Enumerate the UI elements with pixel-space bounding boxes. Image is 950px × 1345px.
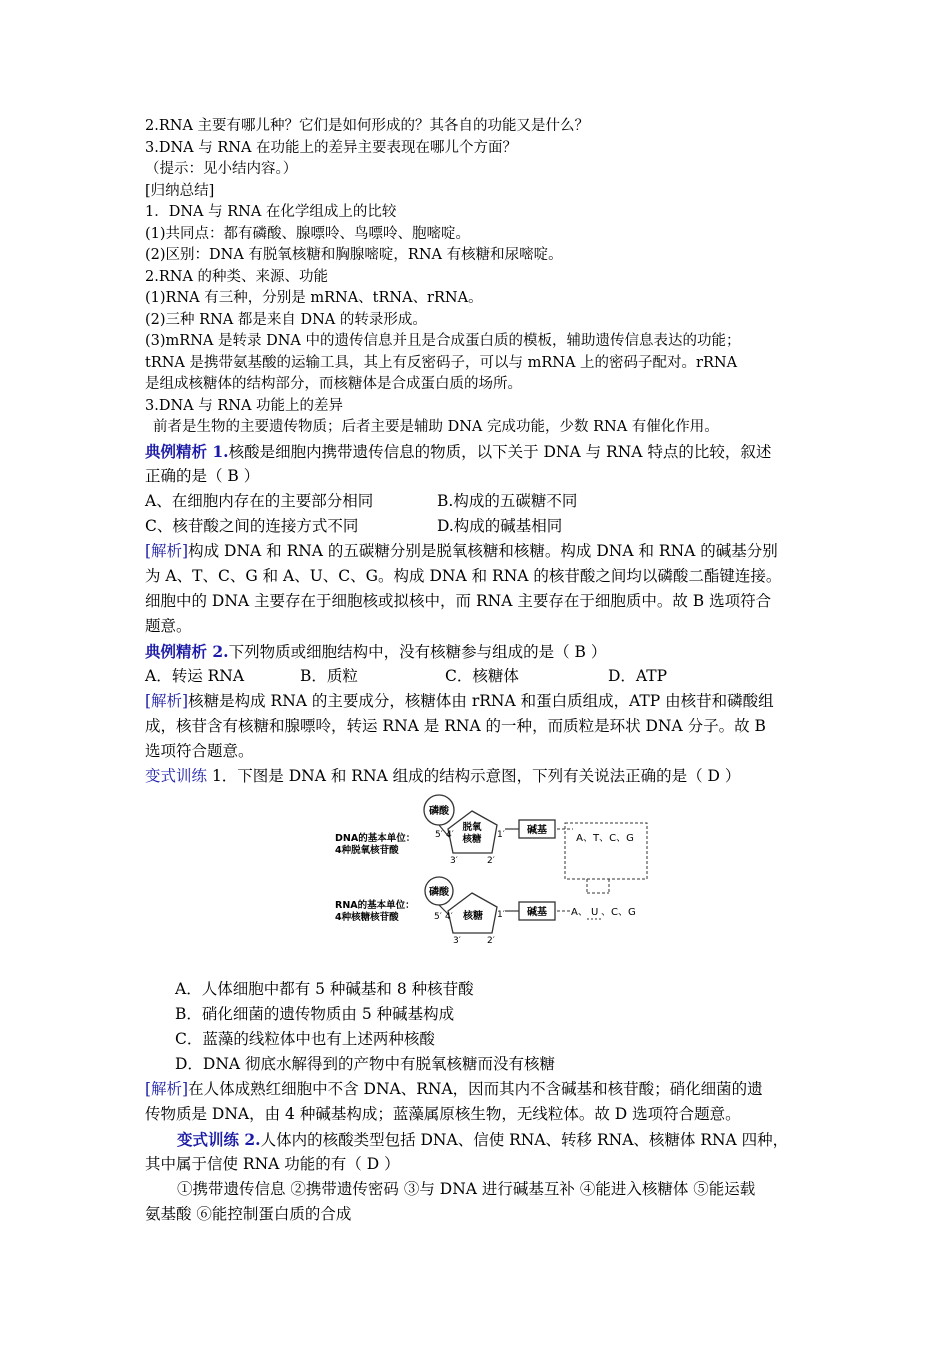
example-2-analysis-line2: 成，核苷含有核糖和腺嘌呤，转运 RNA 是 RNA 的一种，而质粒是环状 DNA 分子。故 B [145,716,766,735]
example-1-stem-line2: 正确的是（ B ） [145,466,260,485]
example-2-option-d: D．ATP [608,666,668,685]
dna-base-label: 碱基 [527,824,547,836]
variant-1-option-b: B．硝化细菌的遗传物质由 5 种碱基构成 [175,1004,455,1023]
rna-unit-label-line1: RNA的基本单位： [335,899,415,911]
variant-1-option-c: C．蓝藻的线粒体中也有上述两种核酸 [175,1029,435,1048]
rna-pos-5: 5′ [434,911,442,922]
analysis-label: [解析] [145,541,189,560]
rna-phosphate-label: 磷酸 [429,886,449,898]
rna-base-u: U [591,906,599,918]
example-1-option-d: D.构成的碱基相同 [437,516,563,535]
rna-base-a: A、 [571,906,588,918]
rna-pos-1: 1′ [497,909,505,920]
example-1-label: 典例精析 1. [145,441,229,461]
example-1-options-row2 [145,514,815,539]
dna-pos-1: 1′ [497,829,505,840]
variant-2-stem-line2: 其中属于信使 RNA 功能的有（ D ） [145,1154,400,1173]
summary-2b: (2)三种 RNA 都是来自 DNA 的转录形成。 [145,311,427,328]
example-1-analysis-line3: 细胞中的 DNA 主要存在于细胞核或拟核中，而 RNA 主要存在于细胞质中。故 B 选项符合 [145,591,772,610]
dna-bases-text: A、T、C、G [576,832,634,844]
rna-base-label: 碱基 [527,906,547,918]
variant-1-option-d: D．DNA 彻底水解得到的产物中有脱氧核糖而没有核糖 [175,1054,556,1073]
example-2-stem: 典例精析 2.下列物质或细胞结构中，没有核糖参与组成的是（ B ） [145,641,607,661]
document-page [145,116,815,1227]
deoxyribose-label-line2: 核糖 [462,833,482,845]
deoxyribose-label-line1: 脱氧 [462,821,482,833]
summary-2c-line1: (3)mRNA 是转录 DNA 中的遗传信息并且是合成蛋白质的模板，辅助遗传信息表达的功能； [145,333,741,349]
summary-1b: (2)区别：DNA 有脱氧核糖和胸腺嘧啶，RNA 有核糖和尿嘧啶。 [145,247,563,263]
rna-pos-2: 2′ [487,935,495,946]
example-1-option-a: A、在细胞内存在的主要部分相同 [145,491,374,510]
example-1-analysis-line2: 为 A、T、C、G 和 A、U、C、G。构成 DNA 和 RNA 的核苷酸之间均以磷酸二酯键连接。 [145,566,782,585]
example-2-option-a: A．转运 RNA [145,666,245,685]
rna-base-rest: 、C、G [601,906,636,918]
example-2-option-c: C．核糖体 [445,666,519,685]
variant-1-analysis-line2: 传物质是 DNA，由 4 种碱基构成；蓝藻属原核生物，无线粒体。故 D 选项符合题意。 [145,1104,741,1123]
example-1-analysis-line4: 题意。 [145,616,192,635]
rna-unit-label-line2: 4种核糖核苷酸 [335,911,399,923]
variant-2-items-line1: ①携带遗传信息 ②携带遗传密码 ③与 DNA 进行碱基互补 ④能进入核糖体 ⑤能运载 [177,1179,756,1198]
example-1-stem-line1 [145,439,815,464]
summary-1a: (1)共同点：都有磷酸、腺嘌呤、鸟嘌呤、胞嘧啶。 [145,225,471,242]
rna-pos-4: 4′ [445,911,453,922]
example-2-analysis-line1: [解析]核糖是构成 RNA 的主要成分，核糖体由 rRNA 和蛋白质组成，ATP 由核苷和磷酸组 [145,691,774,710]
hint: （提示：见小结内容。） [145,161,298,177]
variant-1-analysis-line1: [解析]在人体成熟红细胞中不含 DNA、RNA，因而其内不含碱基和核苷酸；硝化细菌的遗 [145,1079,763,1098]
summary-2-title: 2.RNA 的种类、来源、功能 [145,268,329,285]
dna-pos-2: 2′ [487,855,495,866]
summary-3a: 前者是生物的主要遗传物质；后者主要是辅助 DNA 完成功能，少数 RNA 有催化作用。 [153,419,719,435]
ribose-label: 核糖 [463,910,483,922]
example-2-label: 典例精析 2. [145,641,229,661]
example-2-options [145,664,815,689]
example-1-option-c: C、核苷酸之间的连接方式不同 [145,516,359,535]
summary-1-title: 1．DNA 与 RNA 在化学组成上的比较 [145,204,397,220]
dna-pos-3: 3′ [450,855,458,866]
example-2-option-b: B．质粒 [300,666,358,685]
variant-2-label: 变式训练 2. [177,1129,261,1149]
summary-heading: [归纳总结] [145,182,215,199]
example-1-analysis-line1: [解析]构成 DNA 和 RNA 的五碳糖分别是脱氧核糖和核糖。构成 DNA 和 RNA 的碱基分别 [145,541,778,560]
nucleotide-structure-figure [145,793,815,971]
summary-2c-line2: tRNA 是携带氨基酸的运输工具，其上有反密码子，可以与 mRNA 上的密码子配对。rRNA [145,354,738,371]
example-1-option-b: B.构成的五碳糖不同 [437,491,578,510]
question-3: 3.DNA 与 RNA 在功能上的差异主要表现在哪儿个方面？ [145,139,518,156]
variant-2-items-line2: 氨基酸 ⑥能控制蛋白质的合成 [145,1204,352,1223]
dna-phosphate-label: 磷酸 [429,805,449,817]
example-2-analysis-line3: 选项符合题意。 [145,741,254,760]
question-2: 2.RNA 主要有哪儿种？它们是如何形成的？其各自的功能又是什么？ [145,118,590,134]
variant-1-label: 变式训练 [145,766,208,785]
dna-bases-box [565,823,647,879]
variant-1-option-a: A．人体细胞中都有 5 种碱基和 8 种核苷酸 [175,979,474,998]
dna-unit-label-line2: 4种脱氧核苷酸 [335,844,399,856]
dna-pos-4: 4′ [446,829,454,840]
dna-unit-label-line1: DNA的基本单位： [335,832,416,844]
summary-2c-line3: 是组成核糖体的结构部分，而核糖体是合成蛋白质的场所。 [145,376,522,392]
analysis-label: [解析] [145,1079,189,1098]
example-1-stem: 核酸是细胞内携带遗传信息的物质，以下关于 DNA 与 RNA 特点的比较，叙述 [228,442,772,461]
rna-pos-3: 3′ [453,935,461,946]
analysis-label: [解析] [145,691,189,710]
dna-pos-5: 5′ [435,829,443,840]
variant-1-stem: 变式训练 1．下图是 DNA 和 RNA 组成的结构示意图，下列有关说法正确的是（ D ） [145,766,741,785]
summary-2a: (1)RNA 有三种，分别是 mRNA、tRNA、rRNA。 [145,290,483,306]
summary-3-title: 3.DNA 与 RNA 功能上的差异 [145,397,344,414]
variant-2-stem-line1: 变式训练 2.人体内的核酸类型包括 DNA、信使 RNA、转移 RNA、核糖体 RNA 四种， [177,1129,789,1149]
example-1-options-row1 [145,489,815,514]
nucleotide-diagram [335,793,655,963]
